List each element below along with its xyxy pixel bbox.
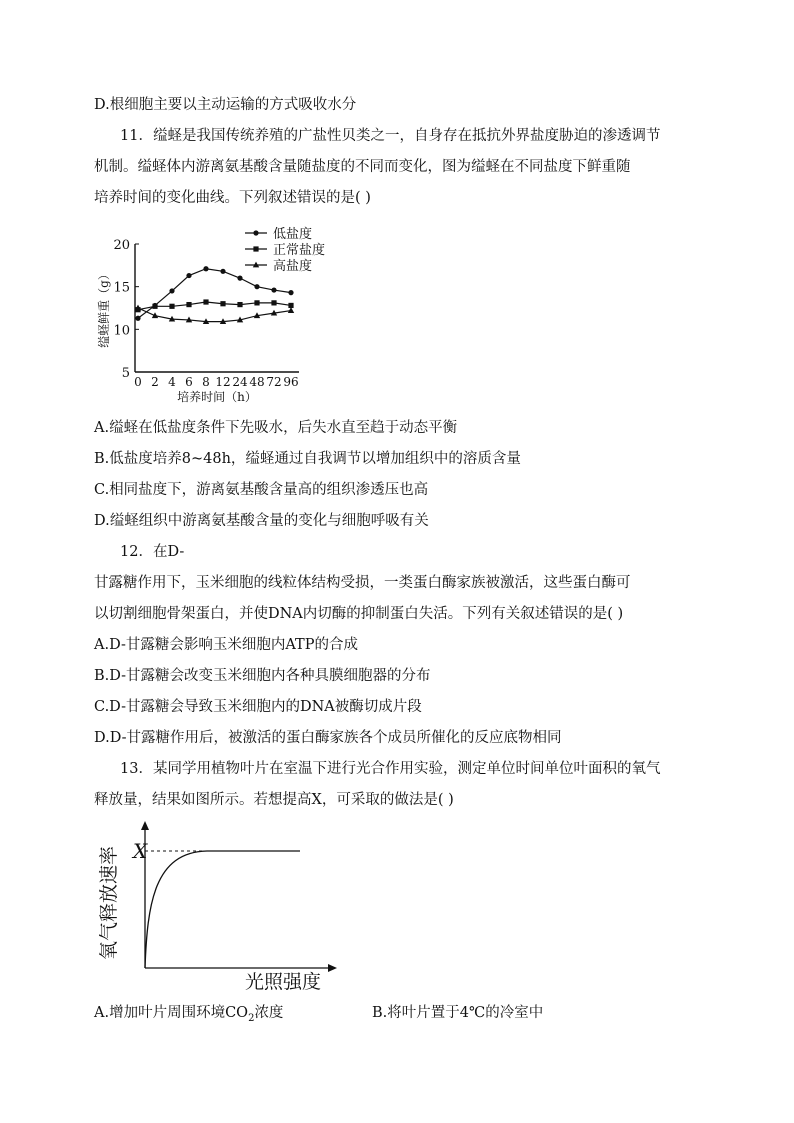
chart2-y-arrow bbox=[141, 821, 149, 830]
q12-stem-line-2: 甘露糖作用下，玉米细胞的线粒体结构受损，一类蛋白酶家族被激活，这些蛋白酶可 bbox=[94, 575, 631, 591]
chart1-legend-label: 正常盐度 bbox=[273, 243, 326, 258]
chart1-point bbox=[169, 304, 174, 309]
chart1-point bbox=[135, 316, 140, 321]
chart1-point bbox=[220, 301, 225, 306]
chart1-x-tick-label: 2 bbox=[151, 375, 159, 389]
chart1-x-tick-label: 8 bbox=[202, 375, 210, 389]
q11-option-a: A.缢蛏在低盐度条件下先吸水，后失水直至趋于动态平衡 bbox=[94, 420, 458, 436]
chart1-x-tick-label: 0 bbox=[134, 375, 142, 389]
q13-stem-line-1: 13．某同学用植物叶片在室温下进行光合作用实验，测定单位时间单位叶面积的氧气 bbox=[120, 761, 661, 777]
chart1-x-tick-label: 12 bbox=[215, 375, 231, 389]
chart1-x-tick-label: 72 bbox=[266, 375, 282, 389]
chart1-x-tick-label: 24 bbox=[232, 375, 248, 389]
chart1-point bbox=[203, 299, 208, 304]
chart1-point bbox=[253, 230, 258, 235]
q12-stem-line-1: 12．在D- bbox=[120, 544, 185, 560]
chart1-x-tick-label: 4 bbox=[168, 375, 176, 389]
q11-stem-line-1: 11．缢蛏是我国传统养殖的广盐性贝类之一，自身存在抵抗外界盐度胁迫的渗透调节 bbox=[120, 128, 661, 144]
chart1-point bbox=[220, 269, 225, 274]
chart1-point bbox=[203, 266, 208, 271]
salinity-fresh-weight-chart bbox=[95, 222, 345, 407]
chart1-series-line bbox=[138, 302, 291, 310]
chart1-point bbox=[186, 302, 191, 307]
q13-option-b: B.将叶片置于4℃的冷室中 bbox=[372, 1005, 544, 1021]
chart1-point bbox=[253, 246, 258, 251]
q12-option-a: A.D-甘露糖会影响玉米细胞内ATP的合成 bbox=[94, 637, 358, 653]
chart2-x-axis-label: 光照强度 bbox=[244, 971, 322, 993]
q13-option-a-text: A.增加叶片周围环境CO bbox=[94, 1005, 249, 1021]
chart1-legend-label: 高盐度 bbox=[273, 259, 313, 274]
q12-option-d: D.D-甘露糖作用后，被激活的蛋白酶家族各个成员所催化的反应底物相同 bbox=[94, 730, 562, 746]
q12-stem-line-3: 以切割细胞骨架蛋白，并使DNA内切酶的抑制蛋白失活。下列有关叙述错误的是( ) bbox=[94, 606, 624, 622]
q13-option-a-subscript: 2 bbox=[248, 1012, 255, 1024]
chart2-curve bbox=[145, 851, 300, 968]
q11-stem-line-2: 机制。缢蛏体内游离氨基酸含量随盐度的不同而变化，图为缢蛏在不同盐度下鲜重随 bbox=[94, 159, 631, 175]
chart1-point bbox=[271, 300, 276, 305]
chart1-x-tick-label: 96 bbox=[283, 375, 299, 389]
chart1-point bbox=[186, 273, 191, 278]
q12-option-b: B.D-甘露糖会改变玉米细胞内各种具膜细胞器的分布 bbox=[94, 668, 431, 684]
q11-option-d: D.缢蛏组织中游离氨基酸含量的变化与细胞呼吸有关 bbox=[94, 513, 429, 529]
chart2-x-arrow bbox=[328, 964, 337, 972]
q11-stem-line-3: 培养时间的变化曲线。下列叙述错误的是( ) bbox=[94, 190, 371, 206]
chart2-plateau-label: X bbox=[133, 839, 148, 863]
q13-option-a-suffix: 浓度 bbox=[254, 1005, 284, 1021]
chart1-x-axis-label: 培养时间（h） bbox=[177, 390, 257, 404]
chart1-legend-label: 低盐度 bbox=[273, 227, 313, 242]
chart1-point bbox=[237, 276, 242, 281]
chart1-point bbox=[254, 284, 259, 289]
chart1-y-tick-label: 10 bbox=[113, 323, 130, 339]
chart2-y-axis-label: 氧气释放速率 bbox=[98, 845, 120, 961]
q11-option-c: C.相同盐度下，游离氨基酸含量高的组织渗透压也高 bbox=[94, 482, 429, 498]
chart1-y-axis-label: 缢蛏鲜重（g） bbox=[97, 268, 111, 348]
chart1-point bbox=[237, 302, 242, 307]
chart1-x-tick-label: 48 bbox=[249, 375, 265, 389]
q13-option-a bbox=[94, 1002, 283, 1030]
q13-stem-line-2: 释放量，结果如图所示。若想提高X，可采取的做法是( ) bbox=[94, 792, 454, 808]
chart1-point bbox=[271, 287, 276, 292]
chart1-series-line bbox=[138, 308, 291, 322]
chart1-point bbox=[254, 300, 259, 305]
light-oxygen-release-chart bbox=[95, 818, 345, 998]
chart1-x-tick-label: 6 bbox=[185, 375, 193, 389]
chart1-y-tick-label: 5 bbox=[121, 366, 130, 381]
chart1-point bbox=[169, 288, 174, 293]
chart1-point bbox=[288, 290, 293, 295]
chart1-series-line bbox=[138, 269, 291, 318]
chart1-y-tick-label: 15 bbox=[113, 280, 130, 296]
q10-option-d: D.根细胞主要以主动运输的方式吸收水分 bbox=[94, 97, 357, 113]
q11-option-b: B.低盐度培养8~48h，缢蛏通过自我调节以增加组织中的溶质含量 bbox=[94, 451, 521, 467]
chart1-point bbox=[152, 304, 157, 309]
q12-option-c: C.D-甘露糖会导致玉米细胞内的DNA被酶切成片段 bbox=[94, 699, 422, 715]
chart1-y-tick-label: 20 bbox=[113, 238, 130, 253]
